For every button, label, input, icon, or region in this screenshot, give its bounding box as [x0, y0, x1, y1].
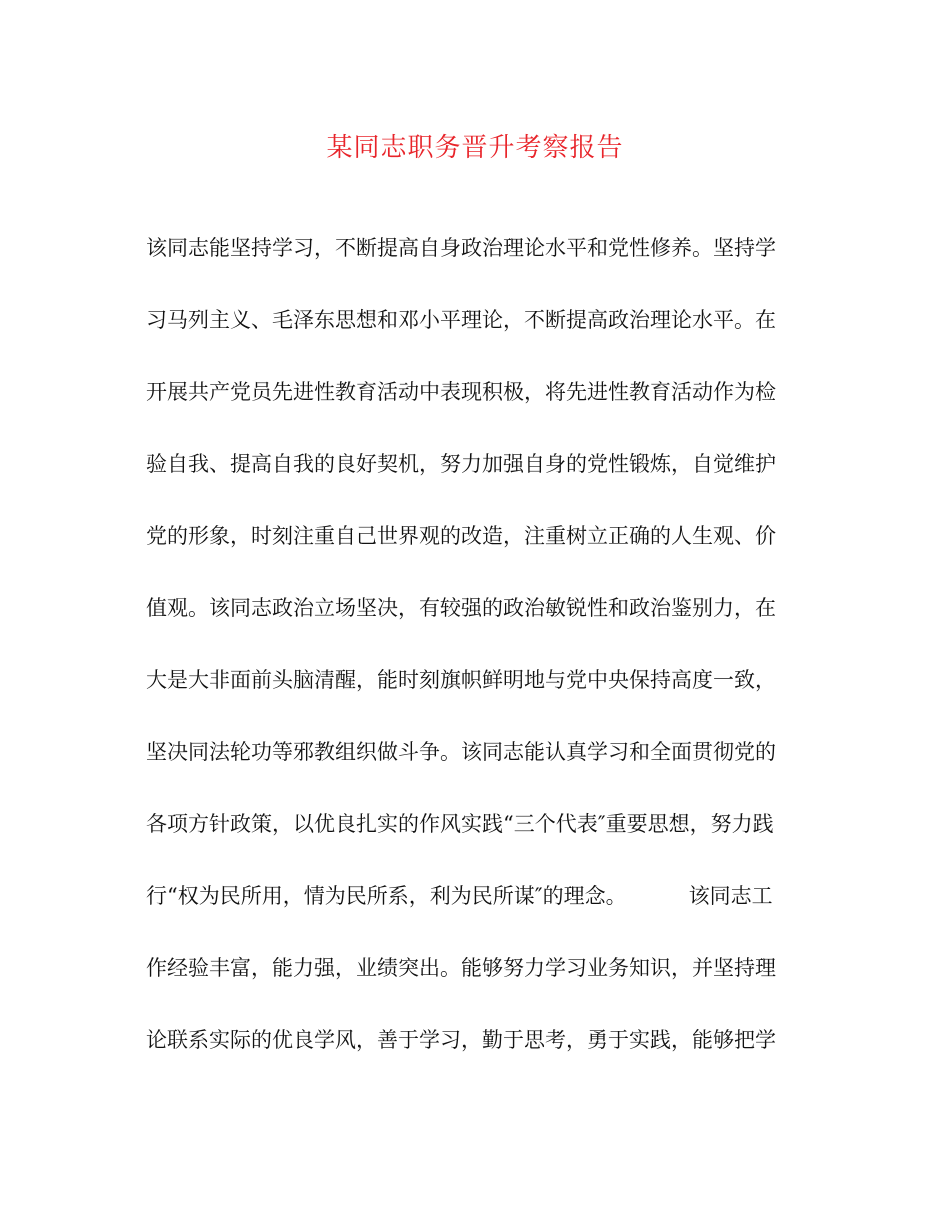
body-line: 大是大非面前头脑清醒，能时刻旗帜鲜明地与党中央保持高度一致，: [146, 668, 776, 692]
body-line: 开展共产党员先进性教育活动中表现积极，将先进性教育活动作为检: [146, 380, 776, 404]
body-line-paragraph-break: [146, 872, 826, 944]
body-line: 验自我、提高自我的良好契机，努力加强自身的党性锻炼，自觉维护: [146, 452, 776, 476]
document-title: 某同志职务晋升考察报告: [326, 133, 624, 163]
body-line: 党的形象，时刻注重自己世界观的改造，注重树立正确的人生观、价: [146, 524, 776, 548]
body-line-part: 该同志工: [688, 884, 773, 908]
body-line: 习马列主义、毛泽东思想和邓小平理论，不断提高政治理论水平。在: [146, 308, 776, 332]
document-body: [146, 224, 826, 1088]
body-line-part: 行“权为民所用，情为民所系，利为民所谋″的理念。: [146, 884, 627, 908]
body-line: 作经验丰富，能力强，业绩突出。能够努力学习业务知识，并坚持理: [146, 956, 776, 980]
body-line: 坚决同法轮功等邪教组织做斗争。该同志能认真学习和全面贯彻党的: [146, 740, 776, 764]
body-line: 该同志能坚持学习，不断提高自身政治理论水平和党性修养。坚持学: [146, 236, 776, 260]
body-line: 论联系实际的优良学风，善于学习，勤于思考，勇于实践，能够把学: [146, 1028, 776, 1052]
body-line: 各项方针政策，以优良扎实的作风实践“三个代表″重要思想，努力践: [146, 812, 774, 836]
body-line: 值观。该同志政治立场坚决，有较强的政治敏锐性和政治鉴别力，在: [146, 596, 776, 620]
